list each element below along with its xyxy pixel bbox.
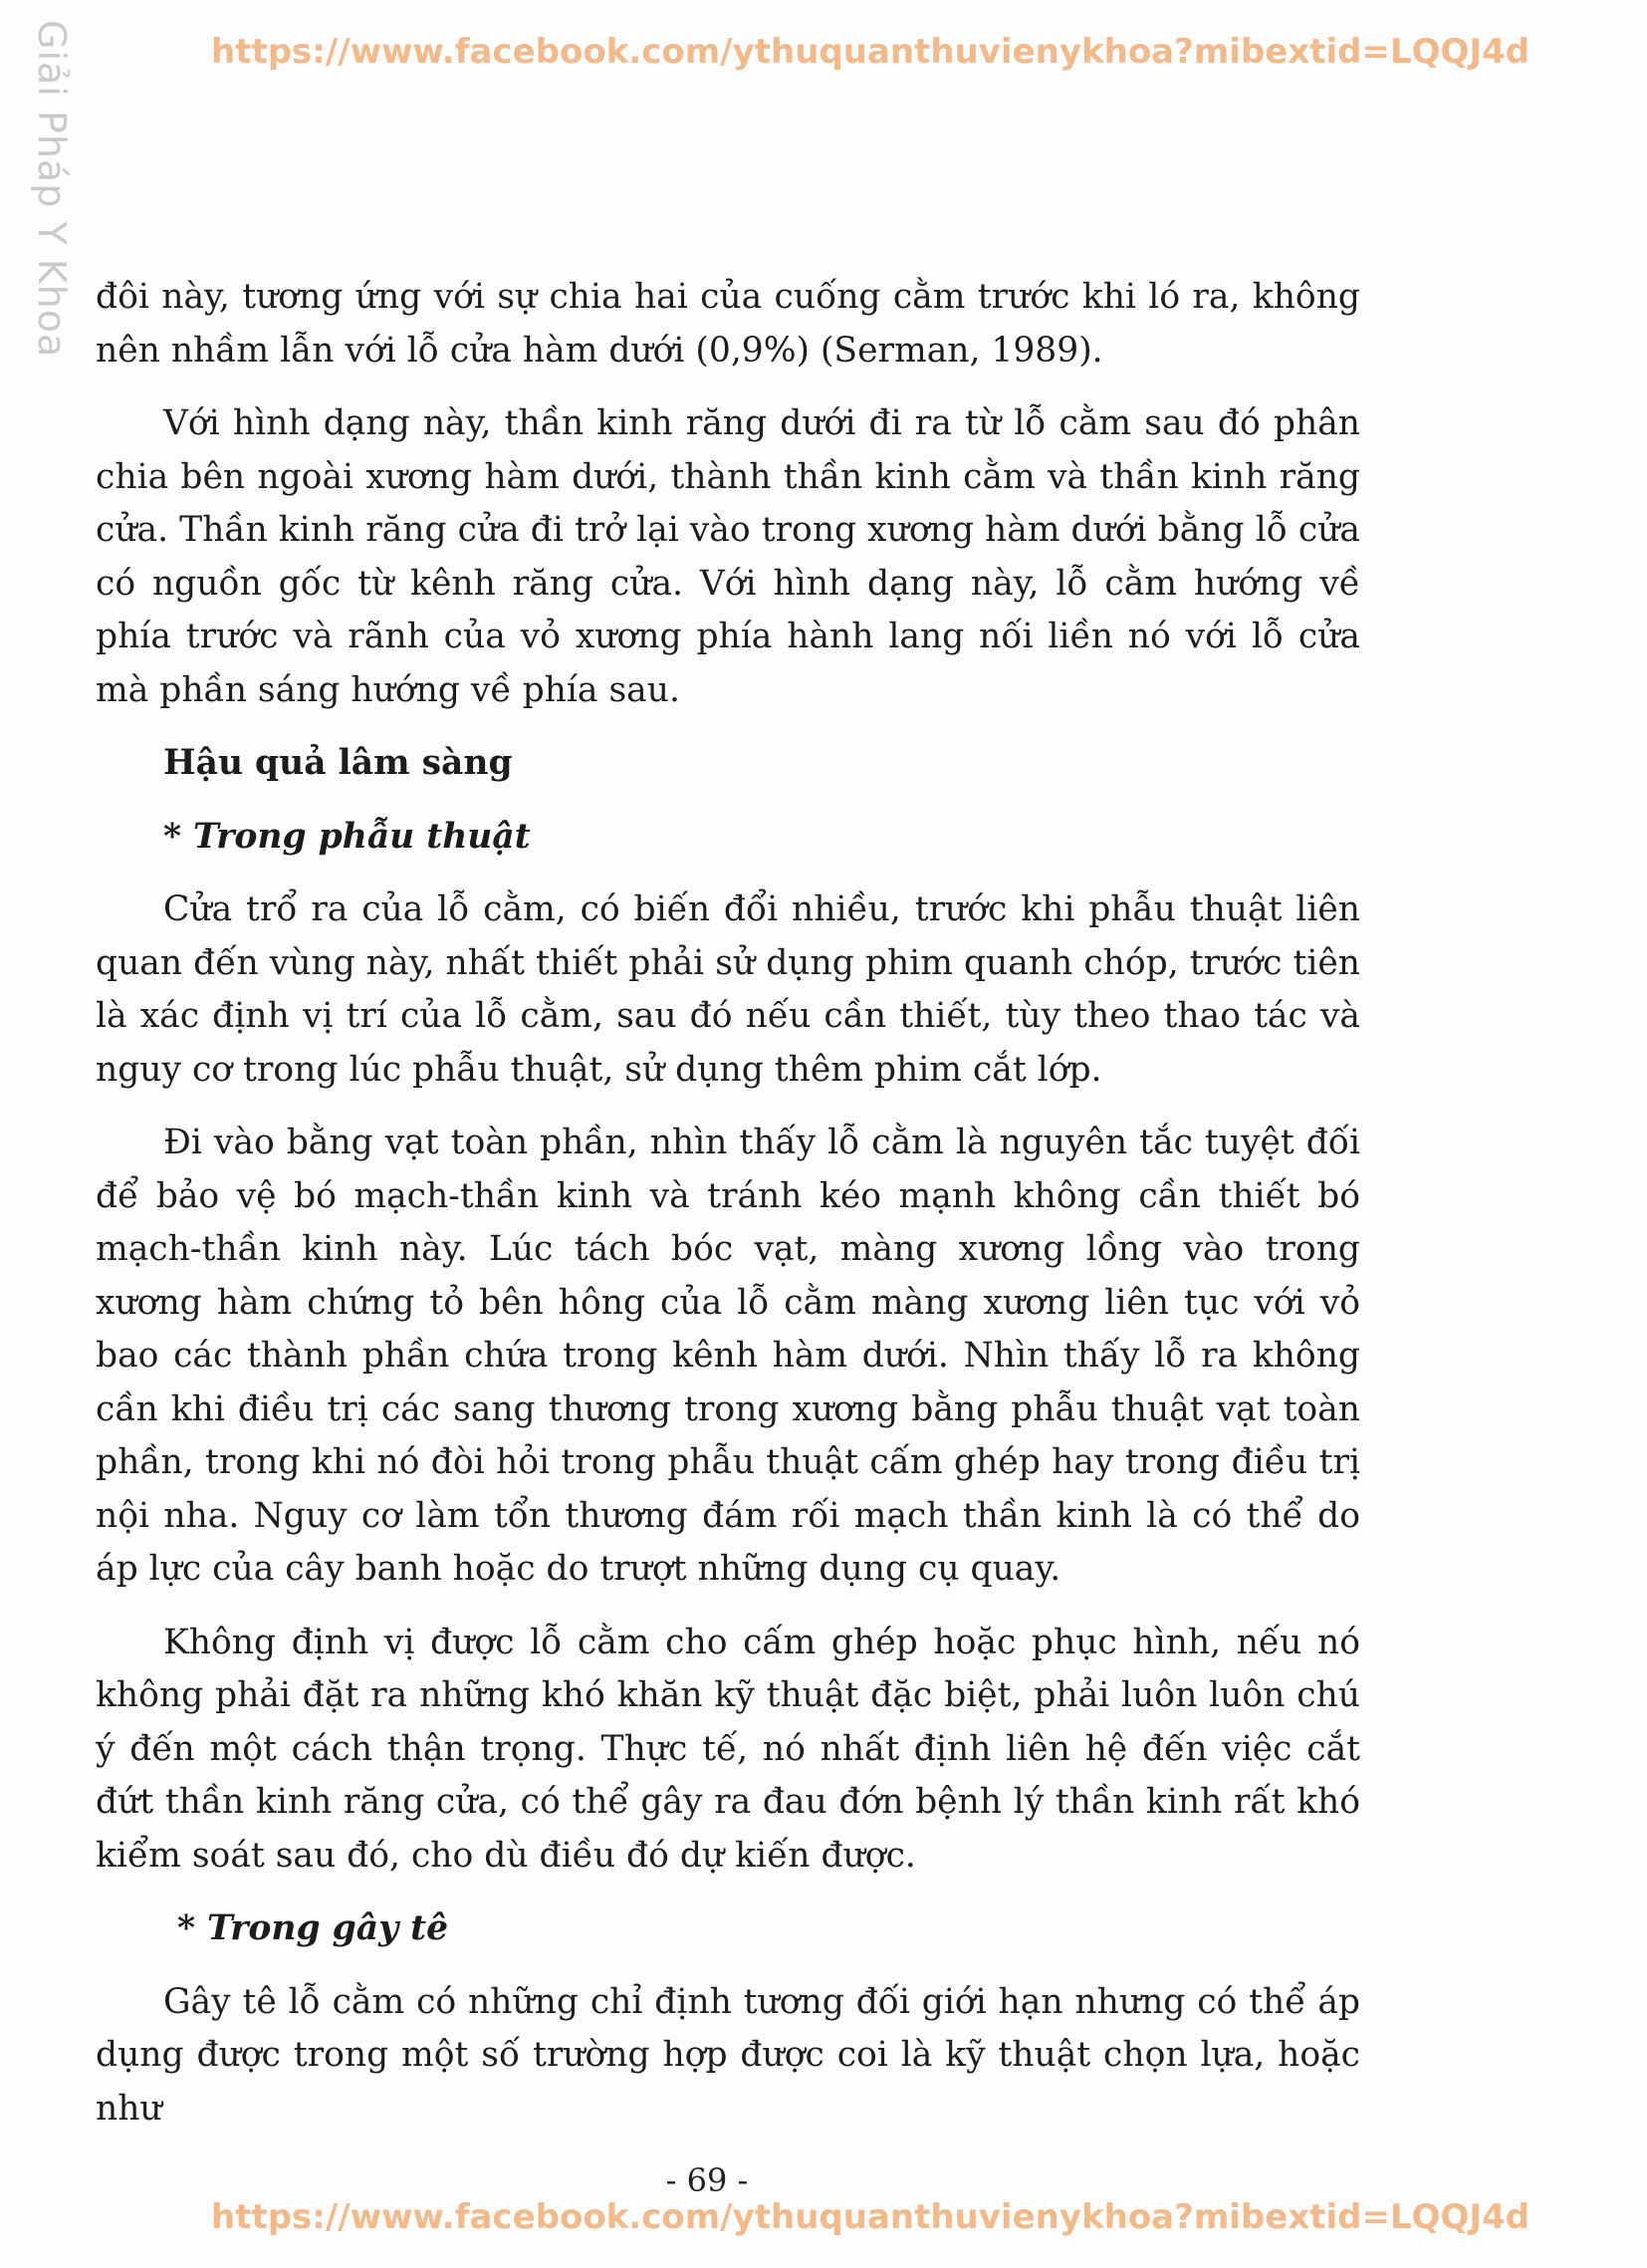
paragraph-4: Đi vào bằng vạt toàn phần, nhìn thấy lỗ cằm là nguyên tắc tuyệt đối để bảo vệ bó mạch-thần kinh và tránh kéo mạnh không cần thiết bó mạch-thần kinh này. Lúc tách bóc vạt, màng xương lồng vào trong xương hàm chứng tỏ bên hông của lỗ cằm màng xương liên tục với vỏ bao các thành phần chứa trong kênh hàm dưới. Nhìn thấy lỗ ra không cần khi điều trị các sang thương trong xương bằng phẫu thuật vạt toàn phần, trong khi nó đòi hỏi trong phẫu thuật cấm ghép hay trong điều trị nội nha. Nguy cơ làm tổn thương đám rối mạch thần kinh là có thể do áp lực của cây banh hoặc do trượt những dụng cụ quay. [96, 1123, 1360, 1589]
subheading-surgery: * Trong phẫu thuật [163, 816, 531, 857]
paragraph-5: Không định vị được lỗ cằm cho cấm ghép hoặc phục hình, nếu nó không phải đặt ra những khó khăn kỹ thuật đặc biệt, phải luôn luôn chú ý đến một cách thận trọng. Thực tế, nó nhất định liên hệ đến việc cắt đứt thần kinh răng cửa, có thể gây ra đau đớn bệnh lý thần kinh rất khó kiểm soát sau đó, cho dù điều đó dự kiến được. [96, 1622, 1360, 1876]
page-body [96, 271, 1360, 2155]
paragraph-3: Cửa trổ ra của lỗ cằm, có biến đổi nhiều, trước khi phẫu thuật liên quan đến vùng này, nhất thiết phải sử dụng phim quanh chóp, trước tiên là xác định vị trí của lỗ cằm, sau đó nếu cần thiết, tùy theo thao tác và nguy cơ trong lúc phẫu thuật, sử dụng thêm phim cắt lớp. [96, 889, 1360, 1090]
paragraph-1: đôi này, tương ứng với sự chia hai của cuống cằm trước khi ló ra, không nên nhầm lẫn với lỗ cửa hàm dưới (0,9%) (Serman, 1989). [96, 277, 1360, 371]
facebook-link-bottom[interactable]: https://www.facebook.com/ythuquanthuvienykhoa?mibextid=LQQJ4d [211, 2197, 1530, 2237]
facebook-link-top[interactable]: https://www.facebook.com/ythuquanthuvienykhoa?mibextid=LQQJ4d [211, 32, 1530, 72]
paragraph-6: Gây tê lỗ cằm có những chỉ định tương đối giới hạn nhưng có thể áp dụng được trong một số trường hợp được coi là kỹ thuật chọn lựa, hoặc như [96, 1981, 1360, 2129]
side-watermark: Giải Pháp Y Khoa [30, 20, 74, 359]
page-number: - 69 - [665, 2161, 749, 2199]
subheading-anesthesia: * Trong gây tê [177, 1908, 449, 1948]
paragraph-2: Với hình dạng này, thần kinh răng dưới đi ra từ lỗ cằm sau đó phân chia bên ngoài xương hàm dưới, thành thần kinh cằm và thần kinh răng cửa. Thần kinh răng cửa đi trở lại vào trong xương hàm dưới bằng lỗ cửa có nguồn gốc từ kênh răng cửa. Với hình dạng này, lỗ cằm hướng về phía trước và rãnh của vỏ xương phía hành lang nối liền nó với lỗ cửa mà phần sáng hướng về phía sau. [96, 403, 1360, 710]
section-heading: Hậu quả lâm sàng [163, 743, 513, 783]
